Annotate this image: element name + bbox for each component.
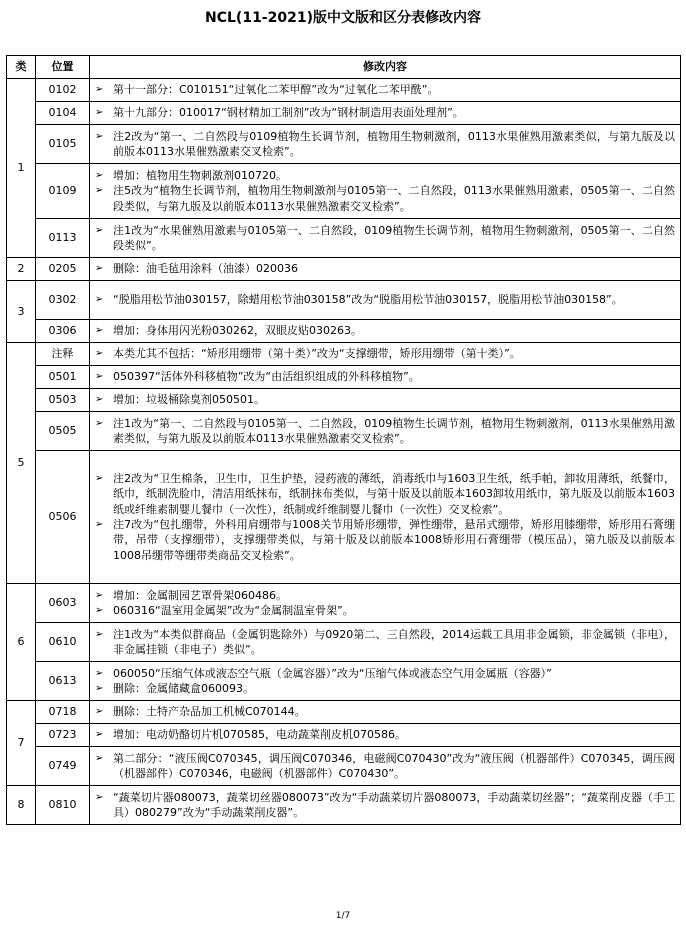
table-row xyxy=(7,662,681,701)
table-row xyxy=(7,451,681,584)
change-item: ➢ 第十一部分：C010151“过氧化二苯甲醇”改为“过氧化二苯甲酰”。 xyxy=(95,83,439,97)
bullet-arrow-icon: ➢ xyxy=(95,752,104,764)
content-cell xyxy=(90,164,681,219)
class-cell: 1 xyxy=(7,79,36,258)
change-item: ➢ 060316“温室用金属架”改为“金属制温室骨架”。 xyxy=(95,604,354,617)
position-cell: 0105 xyxy=(36,125,90,164)
content-cell xyxy=(90,125,681,164)
content-cell xyxy=(90,79,681,102)
change-item: ➢ 注1改为“第一、二自然段与0105第一、二自然段，0109植物生长调节剂，植物用生物刺激剂，0113水果催熟用激素类似，与第九版及以前版本0113水果催熟激素交叉检索”。 xyxy=(95,416,675,445)
table-row xyxy=(7,724,681,747)
class-cell: 6 xyxy=(7,584,36,701)
position-cell: 注释 xyxy=(36,343,90,366)
position-cell: 0610 xyxy=(36,623,90,662)
bullet-arrow-icon: ➢ xyxy=(95,605,104,616)
change-item: ➢ 注1改为“水果催熟用激素与0105第一、二自然段，0109植物生长调节剂，植物用生物刺激剂，0505第一、二自然段类似”。 xyxy=(95,223,675,252)
change-item: ➢ 注2改为“第一、二自然段与0109植物生长调节剂，植物用生物刺激剂，0113水果催熟用激素类似，与第九版及以前版本0113水果催熟激素交叉检索”。 xyxy=(95,129,675,158)
table-row xyxy=(7,79,681,102)
bullet-arrow-icon: ➢ xyxy=(95,107,104,119)
bullet-arrow-icon: ➢ xyxy=(95,791,104,803)
bullet-arrow-icon: ➢ xyxy=(95,294,104,306)
position-cell: 0501 xyxy=(36,366,90,389)
content-cell xyxy=(90,219,681,258)
content-cell xyxy=(90,701,681,724)
table-row xyxy=(7,320,681,343)
bullet-arrow-icon: ➢ xyxy=(95,130,104,142)
table-row xyxy=(7,747,681,786)
table-row xyxy=(7,786,681,825)
table-row xyxy=(7,258,681,281)
table-row xyxy=(7,584,681,623)
change-item: ➢ “脱脂用松节油030157，除蜡用松节油030158”改为“脱脂用松节油030157，脱脂用松节油030158”。 xyxy=(95,293,623,307)
change-item: ➢ 本类尤其不包括：“矫形用绷带（第十类）”改为“支撑绷带，矫形用绷带（第十类）”。 xyxy=(95,347,521,361)
content-cell xyxy=(90,451,681,584)
content-cell xyxy=(90,786,681,825)
content-cell xyxy=(90,623,681,662)
bullet-arrow-icon: ➢ xyxy=(95,169,104,181)
content-cell xyxy=(90,584,681,623)
change-item: ➢ 删除：油毛毡用涂料（油漆）020036 xyxy=(95,262,298,276)
content-cell xyxy=(90,320,681,343)
table-row xyxy=(7,102,681,125)
changes-table xyxy=(6,55,681,825)
table-row xyxy=(7,389,681,412)
change-item: ➢ 060050“压缩气体或液态空气瓶（金属容器）”改为“压缩气体或液态空气用金属瓶（容器）” xyxy=(95,666,552,680)
content-cell xyxy=(90,724,681,747)
position-cell: 0718 xyxy=(36,701,90,724)
bullet-arrow-icon: ➢ xyxy=(95,667,104,679)
table-row xyxy=(7,701,681,724)
content-cell xyxy=(90,281,681,320)
position-cell: 0603 xyxy=(36,584,90,623)
table-row xyxy=(7,366,681,389)
bullet-arrow-icon: ➢ xyxy=(95,519,104,530)
position-cell: 0613 xyxy=(36,662,90,701)
table-row xyxy=(7,219,681,258)
table-row xyxy=(7,125,681,164)
content-cell xyxy=(90,366,681,389)
change-item: ➢ 注2改为“卫生棉条，卫生巾，卫生护垫，浸药液的薄纸，消毒纸巾与1603卫生纸，纸手帕，卸妆用薄纸，纸餐巾，纸巾，纸制洗脸巾，清洁用纸抹布，纸制抹布类似，与第十版及以前版本1603卸妆用纸巾，第九版及以前版本1603纸或纤维素制婴儿餐巾（一次性），纸制或纤维制婴儿餐巾（一次性）交叉检索”。 xyxy=(95,471,675,516)
bullet-arrow-icon: ➢ xyxy=(95,706,104,718)
change-item: ➢ 注5改为“植物生长调节剂，植物用生物刺激剂与0105第一、二自然段，0113水果催熟用激素，0505第一、二自然段类似，与第九版及以前版本0113水果催熟激素交叉检索”。 xyxy=(95,184,675,213)
bullet-arrow-icon: ➢ xyxy=(95,185,104,197)
change-item: ➢ 增加：身体用闪光粉030262，双眼皮贴030263。 xyxy=(95,324,362,338)
bullet-arrow-icon: ➢ xyxy=(95,325,104,337)
table-row xyxy=(7,343,681,366)
change-item: ➢ 增加：垃圾桶除臭剂050501。 xyxy=(95,393,265,407)
table-row xyxy=(7,412,681,451)
change-item: ➢ 删除：土特产杂品加工机械C070144。 xyxy=(95,705,306,719)
bullet-arrow-icon: ➢ xyxy=(95,417,104,429)
position-cell: 0109 xyxy=(36,164,90,219)
class-cell: 7 xyxy=(7,701,36,786)
content-cell xyxy=(90,747,681,786)
class-cell: 3 xyxy=(7,281,36,343)
header-content: 修改内容 xyxy=(90,56,681,79)
page-title: NCL(11-2021)版中文版和区分表修改内容 xyxy=(205,10,481,26)
position-cell: 0302 xyxy=(36,281,90,320)
bullet-arrow-icon: ➢ xyxy=(95,224,104,236)
table-row xyxy=(7,281,681,320)
table-header-row xyxy=(7,56,681,79)
position-cell: 0113 xyxy=(36,219,90,258)
change-item: ➢ 第十九部分：010017“钢材精加工制剂”改为“钢材制造用表面处理剂”。 xyxy=(95,106,464,120)
bullet-arrow-icon: ➢ xyxy=(95,84,104,96)
bullet-arrow-icon: ➢ xyxy=(95,348,104,360)
position-cell: 0749 xyxy=(36,747,90,786)
header-position: 位置 xyxy=(36,56,90,79)
change-item: ➢ 注7改为“包扎绷带，外科用肩绷带与1008关节用矫形绷带，弹性绷带，悬吊式绷带，矫形用膝绷带，矫形用石膏绷带，吊带（支撑绷带），支撑绷带类似，与第十版及以前版本1008矫形用石膏绷带（模压品），第九版及以前版本1008吊绷带等绷带类商品交叉检索”。 xyxy=(95,518,675,562)
change-item: ➢ 增加：金属制园艺罩骨架060486。 xyxy=(95,588,287,602)
content-cell xyxy=(90,412,681,451)
position-cell: 0810 xyxy=(36,786,90,825)
bullet-arrow-icon: ➢ xyxy=(95,263,104,275)
content-cell xyxy=(90,343,681,366)
page-number: 1/7 xyxy=(335,911,351,921)
bullet-arrow-icon: ➢ xyxy=(95,628,104,640)
position-cell: 0102 xyxy=(36,79,90,102)
table-row xyxy=(7,164,681,219)
bullet-arrow-icon: ➢ xyxy=(95,683,104,694)
header-class: 类 xyxy=(7,56,36,79)
change-item: ➢ 050397“活体外科移植物”改为“由活组织组成的外科移植物”。 xyxy=(95,370,420,384)
change-item: ➢ 注1改为“本类似群商品（金属钥匙除外）与0920第二、三自然段，2014运载工具用非金属锁，非金属锁（非电），非金属挂锁（非电子）类似”。 xyxy=(95,627,675,656)
bullet-arrow-icon: ➢ xyxy=(95,371,104,383)
position-cell: 0503 xyxy=(36,389,90,412)
change-item: ➢ 删除：金属储藏盒060093。 xyxy=(95,682,254,695)
position-cell: 0104 xyxy=(36,102,90,125)
class-cell: 8 xyxy=(7,786,36,825)
position-cell: 0505 xyxy=(36,412,90,451)
content-cell xyxy=(90,102,681,125)
change-item: ➢ 增加：电动奶酪切片机070585，电动蔬菜削皮机070586。 xyxy=(95,728,406,742)
position-cell: 0723 xyxy=(36,724,90,747)
bullet-arrow-icon: ➢ xyxy=(95,394,104,406)
class-cell: 5 xyxy=(7,343,36,584)
position-cell: 0306 xyxy=(36,320,90,343)
position-cell: 0506 xyxy=(36,451,90,584)
bullet-arrow-icon: ➢ xyxy=(95,729,104,741)
table-row xyxy=(7,623,681,662)
position-cell: 0205 xyxy=(36,258,90,281)
content-cell xyxy=(90,389,681,412)
change-item: ➢ “蔬菜切片器080073，蔬菜切丝器080073”改为“手动蔬菜切片器080073，手动蔬菜切丝器”；“蔬菜削皮器（手工具）080279”改为“手动蔬菜削皮器”。 xyxy=(95,790,675,819)
bullet-arrow-icon: ➢ xyxy=(95,472,104,484)
content-cell xyxy=(90,258,681,281)
change-item: ➢ 第二部分：“液压阀C070345，调压阀C070346，电磁阀C070430”改为“液压阀（机器部件）C070345，调压阀（机器部件）C070346，电磁阀（机器部件）C070430”。 xyxy=(95,751,675,780)
class-cell: 2 xyxy=(7,258,36,281)
bullet-arrow-icon: ➢ xyxy=(95,589,104,601)
change-item: ➢ 增加：植物用生物刺激剂010720。 xyxy=(95,168,287,182)
content-cell xyxy=(90,662,681,701)
